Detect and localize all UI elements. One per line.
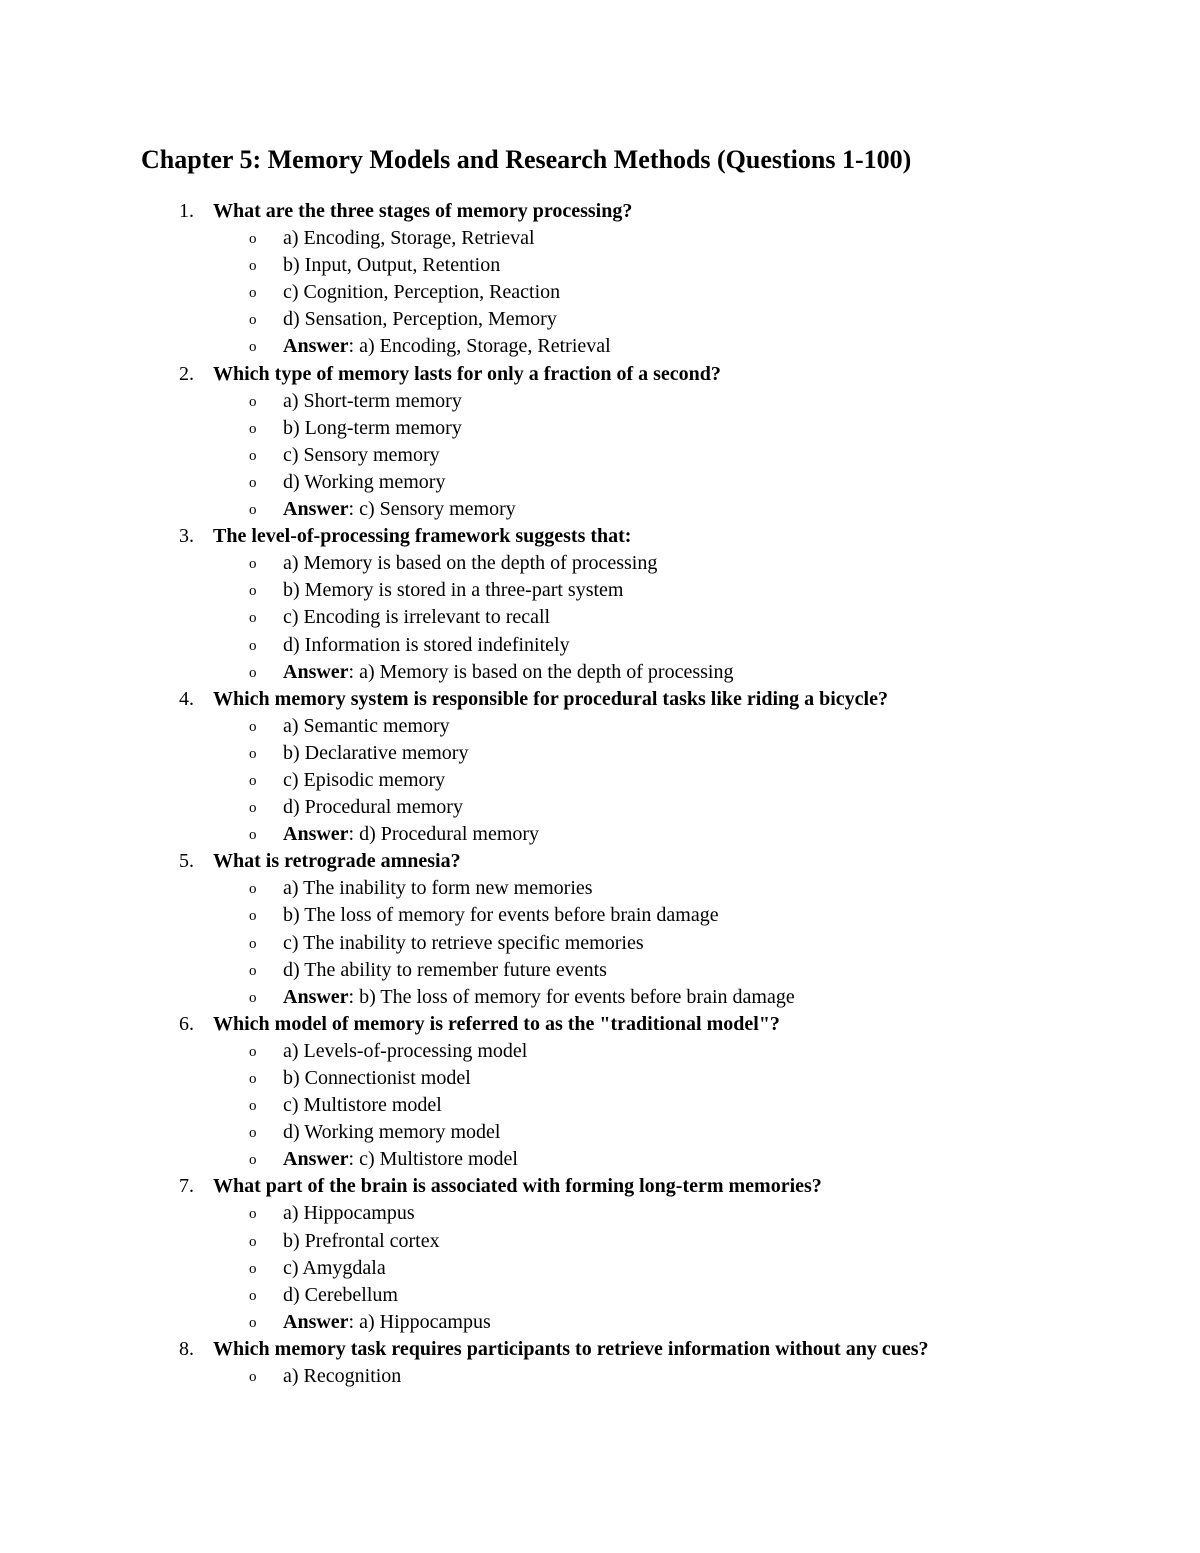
answer-text: : a) Hippocampus [348, 1310, 491, 1333]
answer-item [0, 659, 1200, 686]
bullet-icon: o [249, 1233, 257, 1250]
bullet-icon: o [249, 637, 257, 654]
bullet-icon: o [249, 312, 257, 329]
answer-text: : a) Memory is based on the depth of processing [348, 660, 734, 683]
option-text: a) Levels-of-processing model [283, 1039, 528, 1062]
question-line [0, 198, 1200, 225]
bullet-icon: o [249, 1260, 257, 1277]
answer-line [283, 1309, 491, 1336]
option-text: d) Working memory [283, 470, 446, 493]
answer-line [283, 496, 516, 523]
question-item [0, 361, 1200, 524]
question-item [0, 1173, 1200, 1336]
answer-label: Answer [283, 660, 349, 683]
answer-label: Answer [283, 823, 349, 846]
option-text: d) Sensation, Perception, Memory [283, 308, 557, 331]
bullet-icon: o [249, 285, 257, 302]
bullet-icon: o [249, 827, 257, 844]
answer-line [283, 333, 611, 360]
option-text: a) Short-term memory [283, 389, 462, 412]
option-list [0, 1038, 1200, 1173]
question-text: What are the three stages of memory processing? [213, 200, 633, 222]
answer-label: Answer [283, 1310, 349, 1333]
option-text: a) Memory is based on the depth of processing [283, 552, 658, 575]
option-item [0, 875, 1200, 902]
question-text: What part of the brain is associated with forming long-term memories? [213, 1175, 822, 1198]
question-line [0, 848, 1200, 875]
question-text: Which memory system is responsible for procedural tasks like riding a bicycle? [213, 687, 888, 710]
bullet-icon: o [249, 231, 257, 248]
option-item [0, 1119, 1200, 1146]
option-text: c) Cognition, Perception, Reaction [283, 281, 561, 304]
answer-text: : c) Multistore model [348, 1148, 518, 1171]
option-item [0, 902, 1200, 929]
option-list [0, 388, 1200, 523]
question-number: 8. [179, 1337, 194, 1360]
option-text: c) Encoding is irrelevant to recall [283, 606, 551, 629]
bullet-icon: o [249, 583, 257, 600]
question-list [0, 198, 1200, 1390]
question-line [0, 686, 1200, 713]
bullet-icon: o [249, 1152, 257, 1169]
option-item [0, 957, 1200, 984]
bullet-icon: o [249, 772, 257, 789]
question-item [0, 523, 1200, 686]
bullet-icon: o [249, 1098, 257, 1115]
bullet-icon: o [249, 745, 257, 762]
option-text: b) Declarative memory [283, 741, 469, 764]
option-text: a) Recognition [283, 1365, 402, 1388]
option-item [0, 604, 1200, 631]
option-text: d) Procedural memory [283, 796, 463, 819]
bullet-icon: o [249, 502, 257, 519]
answer-item [0, 821, 1200, 848]
question-text: Which memory task requires participants to retrieve information without any cues? [213, 1337, 929, 1360]
option-item [0, 279, 1200, 306]
option-item [0, 442, 1200, 469]
option-text: b) Prefrontal cortex [283, 1229, 440, 1252]
bullet-icon: o [249, 1287, 257, 1304]
option-text: c) The inability to retrieve specific memories [283, 931, 644, 954]
option-item [0, 469, 1200, 496]
option-text: d) Cerebellum [283, 1283, 398, 1306]
bullet-icon: o [249, 1125, 257, 1142]
bullet-icon: o [249, 908, 257, 925]
option-text: b) Input, Output, Retention [283, 254, 501, 277]
question-line [0, 1336, 1200, 1363]
option-text: c) Amygdala [283, 1256, 386, 1279]
option-item [0, 577, 1200, 604]
bullet-icon: o [249, 1043, 257, 1060]
option-text: c) Multistore model [283, 1094, 442, 1117]
answer-item [0, 984, 1200, 1011]
option-list [0, 875, 1200, 1010]
option-item [0, 415, 1200, 442]
question-text: The level-of-processing framework suggests that: [213, 525, 632, 548]
bullet-icon: o [249, 962, 257, 979]
question-text: Which type of memory lasts for only a fraction of a second? [213, 362, 721, 385]
answer-label: Answer [283, 335, 349, 358]
question-number: 6. [179, 1012, 194, 1035]
option-item [0, 1363, 1200, 1390]
option-text: b) Memory is stored in a three-part system [283, 579, 624, 602]
option-text: a) The inability to form new memories [283, 877, 593, 900]
option-text: b) The loss of memory for events before brain damage [283, 904, 719, 927]
option-text: a) Hippocampus [283, 1202, 415, 1225]
option-text: c) Episodic memory [283, 768, 446, 791]
question-line [0, 361, 1200, 388]
question-line [0, 1011, 1200, 1038]
option-list [0, 713, 1200, 848]
option-item [0, 306, 1200, 333]
option-item [0, 794, 1200, 821]
option-item [0, 1065, 1200, 1092]
option-text: c) Sensory memory [283, 443, 440, 466]
option-item [0, 388, 1200, 415]
question-number: 2. [179, 362, 194, 385]
question-item [0, 848, 1200, 1011]
answer-item [0, 1146, 1200, 1173]
bullet-icon: o [249, 420, 257, 437]
option-item [0, 713, 1200, 740]
question-number: 4. [179, 687, 194, 710]
bullet-icon: o [249, 1369, 257, 1386]
bullet-icon: o [249, 258, 257, 275]
option-item [0, 225, 1200, 252]
option-item [0, 632, 1200, 659]
bullet-icon: o [249, 718, 257, 735]
option-text: b) Connectionist model [283, 1067, 471, 1089]
option-item [0, 930, 1200, 957]
answer-line [283, 659, 733, 686]
question-text: What is retrograde amnesia? [213, 850, 461, 873]
answer-label: Answer [283, 985, 349, 1008]
option-text: a) Encoding, Storage, Retrieval [283, 227, 535, 250]
option-text: a) Semantic memory [283, 714, 450, 737]
option-item [0, 1228, 1200, 1255]
answer-text: : a) Encoding, Storage, Retrieval [348, 335, 611, 358]
option-text: d) Information is stored indefinitely [283, 633, 570, 656]
answer-text: : c) Sensory memory [348, 498, 516, 521]
question-number: 5. [179, 850, 194, 873]
answer-item [0, 1309, 1200, 1336]
answer-label: Answer [283, 498, 349, 521]
question-item [0, 1011, 1200, 1174]
bullet-icon: o [249, 664, 257, 681]
answer-label: Answer [283, 1148, 349, 1171]
question-line [0, 523, 1200, 550]
bullet-icon: o [249, 339, 257, 356]
option-item [0, 252, 1200, 279]
bullet-icon: o [249, 474, 257, 491]
question-item [0, 198, 1200, 361]
bullet-icon: o [249, 989, 257, 1006]
bullet-icon: o [249, 881, 257, 898]
bullet-icon: o [249, 556, 257, 573]
option-item [0, 767, 1200, 794]
bullet-icon: o [249, 800, 257, 817]
option-item [0, 1092, 1200, 1119]
option-list [0, 225, 1200, 360]
option-text: d) The ability to remember future events [283, 958, 607, 981]
option-list [0, 1363, 1200, 1390]
option-item [0, 550, 1200, 577]
answer-text: : d) Procedural memory [348, 823, 540, 846]
bullet-icon: o [249, 393, 257, 410]
bullet-icon: o [249, 447, 257, 464]
bullet-icon: o [249, 1071, 257, 1087]
option-list [0, 550, 1200, 685]
option-list [0, 1200, 1200, 1335]
question-number: 7. [179, 1175, 194, 1198]
answer-line [283, 1146, 518, 1173]
bullet-icon: o [249, 935, 257, 952]
question-item [0, 1336, 1200, 1390]
bullet-icon: o [249, 610, 257, 627]
option-item [0, 740, 1200, 767]
question-number: 3. [179, 525, 194, 548]
bullet-icon: o [249, 1314, 257, 1331]
option-item [0, 1200, 1200, 1227]
answer-item [0, 333, 1200, 360]
option-text: d) Working memory model [283, 1121, 501, 1144]
question-text: Which model of memory is referred to as the "traditional model"? [213, 1012, 780, 1035]
option-item [0, 1282, 1200, 1309]
answer-line [283, 821, 539, 848]
answer-text: : b) The loss of memory for events before brain damage [348, 985, 795, 1008]
bullet-icon: o [249, 1206, 257, 1223]
option-text: b) Long-term memory [283, 416, 462, 439]
question-item [0, 686, 1200, 849]
document-title: Chapter 5: Memory Models and Research Methods (Questions 1-100) [141, 145, 912, 174]
question-line [0, 1173, 1200, 1200]
question-number: 1. [179, 200, 194, 222]
answer-line [283, 984, 795, 1011]
option-item [0, 1038, 1200, 1065]
answer-item [0, 496, 1200, 523]
option-item [0, 1255, 1200, 1282]
